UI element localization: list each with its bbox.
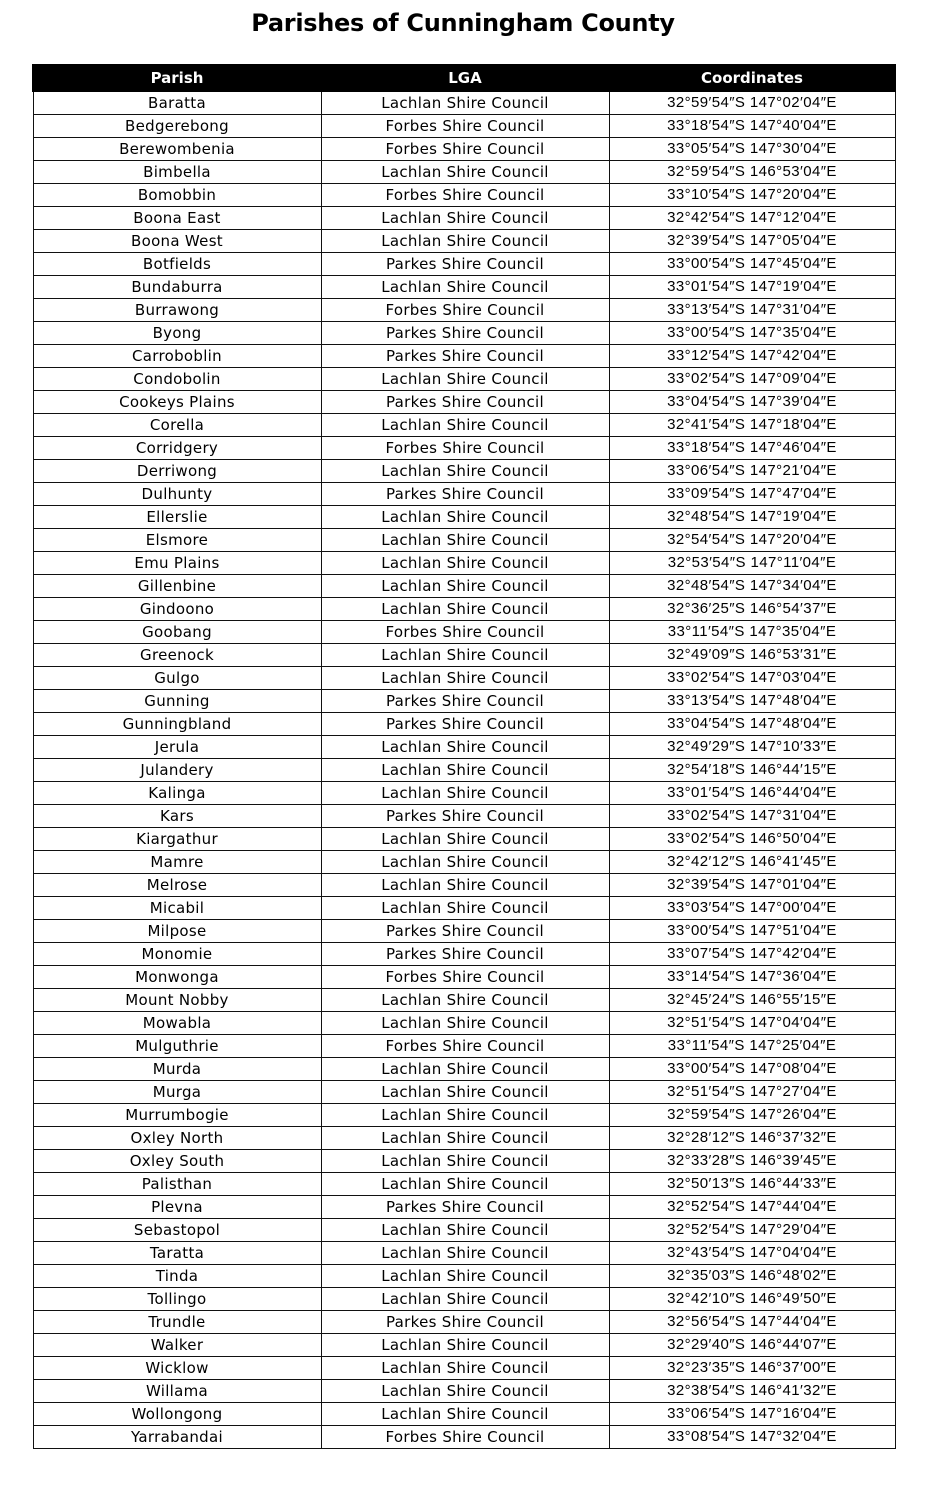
table-row [33,552,895,575]
coordinates-cell: 32°53′54″S 147°11′04″E [609,552,895,575]
parish-name-cell: Corridgery [33,437,321,460]
parish-name-cell: Cookeys Plains [33,391,321,414]
table-row [33,322,895,345]
coordinates-cell: 32°45′24″S 146°55′15″E [609,989,895,1012]
lga-cell: Parkes Shire Council [321,920,609,943]
parish-name-cell: Byong [33,322,321,345]
parish-name-cell: Murrumbogie [33,1104,321,1127]
lga-cell: Lachlan Shire Council [321,828,609,851]
lga-cell: Forbes Shire Council [321,138,609,161]
lga-cell: Lachlan Shire Council [321,1334,609,1357]
lga-cell: Lachlan Shire Council [321,368,609,391]
column-header-lga: LGA [321,65,609,91]
table-row [33,1150,895,1173]
lga-cell: Lachlan Shire Council [321,230,609,253]
table-row [33,184,895,207]
coordinates-cell: 32°42′12″S 146°41′45″E [609,851,895,874]
parish-name-cell: Walker [33,1334,321,1357]
page-title: Parishes of Cunningham County [251,9,675,37]
lga-cell: Lachlan Shire Council [321,1288,609,1311]
table-row [33,621,895,644]
lga-cell: Forbes Shire Council [321,299,609,322]
lga-cell: Lachlan Shire Council [321,1403,609,1426]
parish-name-cell: Bimbella [33,161,321,184]
coordinates-cell: 33°13′54″S 147°31′04″E [609,299,895,322]
header-row [33,65,895,91]
table-row [33,1380,895,1403]
table-row [33,575,895,598]
table-row [33,1357,895,1380]
parish-name-cell: Ellerslie [33,506,321,529]
table-row [33,874,895,897]
table-row [33,1173,895,1196]
coordinates-cell: 32°54′54″S 147°20′04″E [609,529,895,552]
lga-cell: Lachlan Shire Council [321,161,609,184]
table-row [33,1196,895,1219]
coordinates-cell: 32°38′54″S 146°41′32″E [609,1380,895,1403]
table-row [33,1012,895,1035]
lga-cell: Parkes Shire Council [321,1311,609,1334]
parish-name-cell: Wollongong [33,1403,321,1426]
lga-cell: Parkes Shire Council [321,943,609,966]
lga-cell: Forbes Shire Council [321,184,609,207]
parish-name-cell: Yarrabandai [33,1426,321,1449]
lga-cell: Lachlan Shire Council [321,1380,609,1403]
coordinates-cell: 33°02′54″S 147°03′04″E [609,667,895,690]
parish-name-cell: Willama [33,1380,321,1403]
parish-name-cell: Kiargathur [33,828,321,851]
lga-cell: Lachlan Shire Council [321,1357,609,1380]
parish-name-cell: Dulhunty [33,483,321,506]
lga-cell: Lachlan Shire Council [321,1265,609,1288]
table-row [33,1242,895,1265]
lga-cell: Forbes Shire Council [321,1035,609,1058]
parish-name-cell: Bedgerebong [33,115,321,138]
coordinates-cell: 32°59′54″S 147°02′04″E [609,91,895,115]
coordinates-cell: 33°02′54″S 146°50′04″E [609,828,895,851]
coordinates-cell: 33°11′54″S 147°35′04″E [609,621,895,644]
lga-cell: Parkes Shire Council [321,253,609,276]
table-row [33,690,895,713]
lga-cell: Lachlan Shire Council [321,989,609,1012]
lga-cell: Parkes Shire Council [321,322,609,345]
lga-cell: Forbes Shire Council [321,1426,609,1449]
parish-name-cell: Gulgo [33,667,321,690]
parish-name-cell: Boona East [33,207,321,230]
column-header-coordinates: Coordinates [609,65,895,91]
parish-name-cell: Palisthan [33,1173,321,1196]
lga-cell: Lachlan Shire Council [321,276,609,299]
coordinates-cell: 33°00′54″S 147°51′04″E [609,920,895,943]
coordinates-cell: 32°35′03″S 146°48′02″E [609,1265,895,1288]
table-row [33,966,895,989]
parish-name-cell: Oxley South [33,1150,321,1173]
coordinates-cell: 32°59′54″S 146°53′04″E [609,161,895,184]
coordinates-cell: 32°23′35″S 146°37′00″E [609,1357,895,1380]
table-row [33,391,895,414]
coordinates-cell: 32°39′54″S 147°05′04″E [609,230,895,253]
table-row [33,897,895,920]
parish-name-cell: Condobolin [33,368,321,391]
coordinates-cell: 33°00′54″S 147°35′04″E [609,322,895,345]
lga-cell: Parkes Shire Council [321,690,609,713]
coordinates-cell: 33°10′54″S 147°20′04″E [609,184,895,207]
coordinates-cell: 32°42′10″S 146°49′50″E [609,1288,895,1311]
coordinates-cell: 32°50′13″S 146°44′33″E [609,1173,895,1196]
coordinates-cell: 32°54′18″S 146°44′15″E [609,759,895,782]
lga-cell: Lachlan Shire Council [321,460,609,483]
lga-cell: Forbes Shire Council [321,621,609,644]
coordinates-cell: 33°03′54″S 147°00′04″E [609,897,895,920]
lga-cell: Lachlan Shire Council [321,552,609,575]
parish-name-cell: Elsmore [33,529,321,552]
lga-cell: Lachlan Shire Council [321,1242,609,1265]
lga-cell: Lachlan Shire Council [321,1127,609,1150]
table-row [33,644,895,667]
lga-cell: Parkes Shire Council [321,1196,609,1219]
coordinates-cell: 32°42′54″S 147°12′04″E [609,207,895,230]
coordinates-cell: 32°39′54″S 147°01′04″E [609,874,895,897]
lga-cell: Parkes Shire Council [321,805,609,828]
table-row [33,345,895,368]
parish-name-cell: Melrose [33,874,321,897]
coordinates-cell: 33°09′54″S 147°47′04″E [609,483,895,506]
table-row [33,276,895,299]
lga-cell: Lachlan Shire Council [321,851,609,874]
coordinates-cell: 33°18′54″S 147°40′04″E [609,115,895,138]
lga-cell: Parkes Shire Council [321,391,609,414]
lga-cell: Lachlan Shire Council [321,1058,609,1081]
parish-name-cell: Goobang [33,621,321,644]
parish-name-cell: Botfields [33,253,321,276]
lga-cell: Forbes Shire Council [321,966,609,989]
coordinates-cell: 33°18′54″S 147°46′04″E [609,437,895,460]
lga-cell: Lachlan Shire Council [321,874,609,897]
table-row [33,1334,895,1357]
parish-name-cell: Murga [33,1081,321,1104]
table-row [33,138,895,161]
coordinates-cell: 33°12′54″S 147°42′04″E [609,345,895,368]
table-row [33,851,895,874]
parish-name-cell: Mamre [33,851,321,874]
coordinates-cell: 32°49′09″S 146°53′31″E [609,644,895,667]
parish-name-cell: Plevna [33,1196,321,1219]
table-row [33,1403,895,1426]
table-row [33,1219,895,1242]
coordinates-cell: 32°51′54″S 147°27′04″E [609,1081,895,1104]
parish-name-cell: Carroboblin [33,345,321,368]
parish-name-cell: Milpose [33,920,321,943]
lga-cell: Lachlan Shire Council [321,1081,609,1104]
table-row [33,414,895,437]
coordinates-cell: 33°06′54″S 147°16′04″E [609,1403,895,1426]
table-row [33,1265,895,1288]
lga-cell: Lachlan Shire Council [321,1173,609,1196]
parish-name-cell: Emu Plains [33,552,321,575]
table-row [33,1127,895,1150]
coordinates-cell: 33°07′54″S 147°42′04″E [609,943,895,966]
parish-name-cell: Derriwong [33,460,321,483]
coordinates-cell: 33°01′54″S 146°44′04″E [609,782,895,805]
coordinates-cell: 33°11′54″S 147°25′04″E [609,1035,895,1058]
coordinates-cell: 33°04′54″S 147°48′04″E [609,713,895,736]
table-body [33,91,895,1449]
coordinates-cell: 32°48′54″S 147°34′04″E [609,575,895,598]
coordinates-cell: 32°56′54″S 147°44′04″E [609,1311,895,1334]
table-row [33,1288,895,1311]
table-row [33,437,895,460]
table-row [33,483,895,506]
table-row [33,1426,895,1449]
parish-name-cell: Julandery [33,759,321,782]
parish-name-cell: Tollingo [33,1288,321,1311]
parish-name-cell: Gunning [33,690,321,713]
table-row [33,115,895,138]
parish-name-cell: Greenock [33,644,321,667]
parish-name-cell: Baratta [33,91,321,115]
lga-cell: Lachlan Shire Council [321,667,609,690]
lga-cell: Lachlan Shire Council [321,598,609,621]
coordinates-cell: 33°01′54″S 147°19′04″E [609,276,895,299]
table-header [33,65,895,91]
parish-name-cell: Jerula [33,736,321,759]
parish-name-cell: Corella [33,414,321,437]
table-row [33,713,895,736]
coordinates-cell: 33°06′54″S 147°21′04″E [609,460,895,483]
parish-name-cell: Wicklow [33,1357,321,1380]
parish-name-cell: Taratta [33,1242,321,1265]
table-row [33,368,895,391]
parish-name-cell: Mount Nobby [33,989,321,1012]
table-row [33,1035,895,1058]
parish-name-cell: Trundle [33,1311,321,1334]
parish-name-cell: Tinda [33,1265,321,1288]
parish-name-cell: Berewombenia [33,138,321,161]
table-row [33,1104,895,1127]
lga-cell: Lachlan Shire Council [321,414,609,437]
coordinates-cell: 33°00′54″S 147°45′04″E [609,253,895,276]
coordinates-cell: 32°36′25″S 146°54′37″E [609,598,895,621]
parish-name-cell: Sebastopol [33,1219,321,1242]
table-row [33,1081,895,1104]
coordinates-cell: 32°59′54″S 147°26′04″E [609,1104,895,1127]
table-row [33,736,895,759]
coordinates-cell: 33°08′54″S 147°32′04″E [609,1426,895,1449]
table-row [33,1058,895,1081]
column-header-parish: Parish [33,65,321,91]
table-row [33,828,895,851]
parish-name-cell: Kars [33,805,321,828]
parish-name-cell: Oxley North [33,1127,321,1150]
lga-cell: Parkes Shire Council [321,345,609,368]
coordinates-cell: 33°00′54″S 147°08′04″E [609,1058,895,1081]
lga-cell: Lachlan Shire Council [321,207,609,230]
table-row [33,598,895,621]
table-row [33,299,895,322]
lga-cell: Lachlan Shire Council [321,91,609,115]
lga-cell: Parkes Shire Council [321,713,609,736]
lga-cell: Forbes Shire Council [321,115,609,138]
table-row [33,91,895,115]
parish-table [32,64,896,1449]
parish-name-cell: Gindoono [33,598,321,621]
coordinates-cell: 33°02′54″S 147°09′04″E [609,368,895,391]
table-row [33,943,895,966]
lga-cell: Lachlan Shire Council [321,575,609,598]
coordinates-cell: 32°41′54″S 147°18′04″E [609,414,895,437]
parish-name-cell: Micabil [33,897,321,920]
coordinates-cell: 32°33′28″S 146°39′45″E [609,1150,895,1173]
table-row [33,161,895,184]
table-row [33,920,895,943]
lga-cell: Parkes Shire Council [321,483,609,506]
lga-cell: Lachlan Shire Council [321,506,609,529]
parish-name-cell: Gunningbland [33,713,321,736]
table-row [33,759,895,782]
table-row [33,460,895,483]
parish-name-cell: Bundaburra [33,276,321,299]
table-row [33,782,895,805]
coordinates-cell: 33°13′54″S 147°48′04″E [609,690,895,713]
coordinates-cell: 32°28′12″S 146°37′32″E [609,1127,895,1150]
parish-name-cell: Murda [33,1058,321,1081]
table-row [33,667,895,690]
coordinates-cell: 33°02′54″S 147°31′04″E [609,805,895,828]
parish-name-cell: Boona West [33,230,321,253]
parish-name-cell: Monomie [33,943,321,966]
coordinates-cell: 32°29′40″S 146°44′07″E [609,1334,895,1357]
coordinates-cell: 32°48′54″S 147°19′04″E [609,506,895,529]
lga-cell: Lachlan Shire Council [321,1104,609,1127]
coordinates-cell: 32°52′54″S 147°29′04″E [609,1219,895,1242]
lga-cell: Lachlan Shire Council [321,782,609,805]
lga-cell: Lachlan Shire Council [321,1012,609,1035]
table-row [33,506,895,529]
lga-cell: Lachlan Shire Council [321,529,609,552]
lga-cell: Forbes Shire Council [321,437,609,460]
parish-name-cell: Gillenbine [33,575,321,598]
coordinates-cell: 33°05′54″S 147°30′04″E [609,138,895,161]
coordinates-cell: 33°14′54″S 147°36′04″E [609,966,895,989]
table-row [33,1311,895,1334]
table-row [33,805,895,828]
parish-name-cell: Mowabla [33,1012,321,1035]
lga-cell: Lachlan Shire Council [321,736,609,759]
lga-cell: Lachlan Shire Council [321,897,609,920]
parish-name-cell: Mulguthrie [33,1035,321,1058]
coordinates-cell: 32°52′54″S 147°44′04″E [609,1196,895,1219]
parish-name-cell: Kalinga [33,782,321,805]
lga-cell: Lachlan Shire Council [321,644,609,667]
parish-name-cell: Monwonga [33,966,321,989]
coordinates-cell: 32°51′54″S 147°04′04″E [609,1012,895,1035]
table-row [33,989,895,1012]
coordinates-cell: 32°43′54″S 147°04′04″E [609,1242,895,1265]
table-row [33,207,895,230]
table-row [33,230,895,253]
table-row [33,529,895,552]
table-row [33,253,895,276]
coordinates-cell: 32°49′29″S 147°10′33″E [609,736,895,759]
coordinates-cell: 33°04′54″S 147°39′04″E [609,391,895,414]
lga-cell: Lachlan Shire Council [321,759,609,782]
parish-name-cell: Burrawong [33,299,321,322]
lga-cell: Lachlan Shire Council [321,1219,609,1242]
lga-cell: Lachlan Shire Council [321,1150,609,1173]
parish-name-cell: Bomobbin [33,184,321,207]
